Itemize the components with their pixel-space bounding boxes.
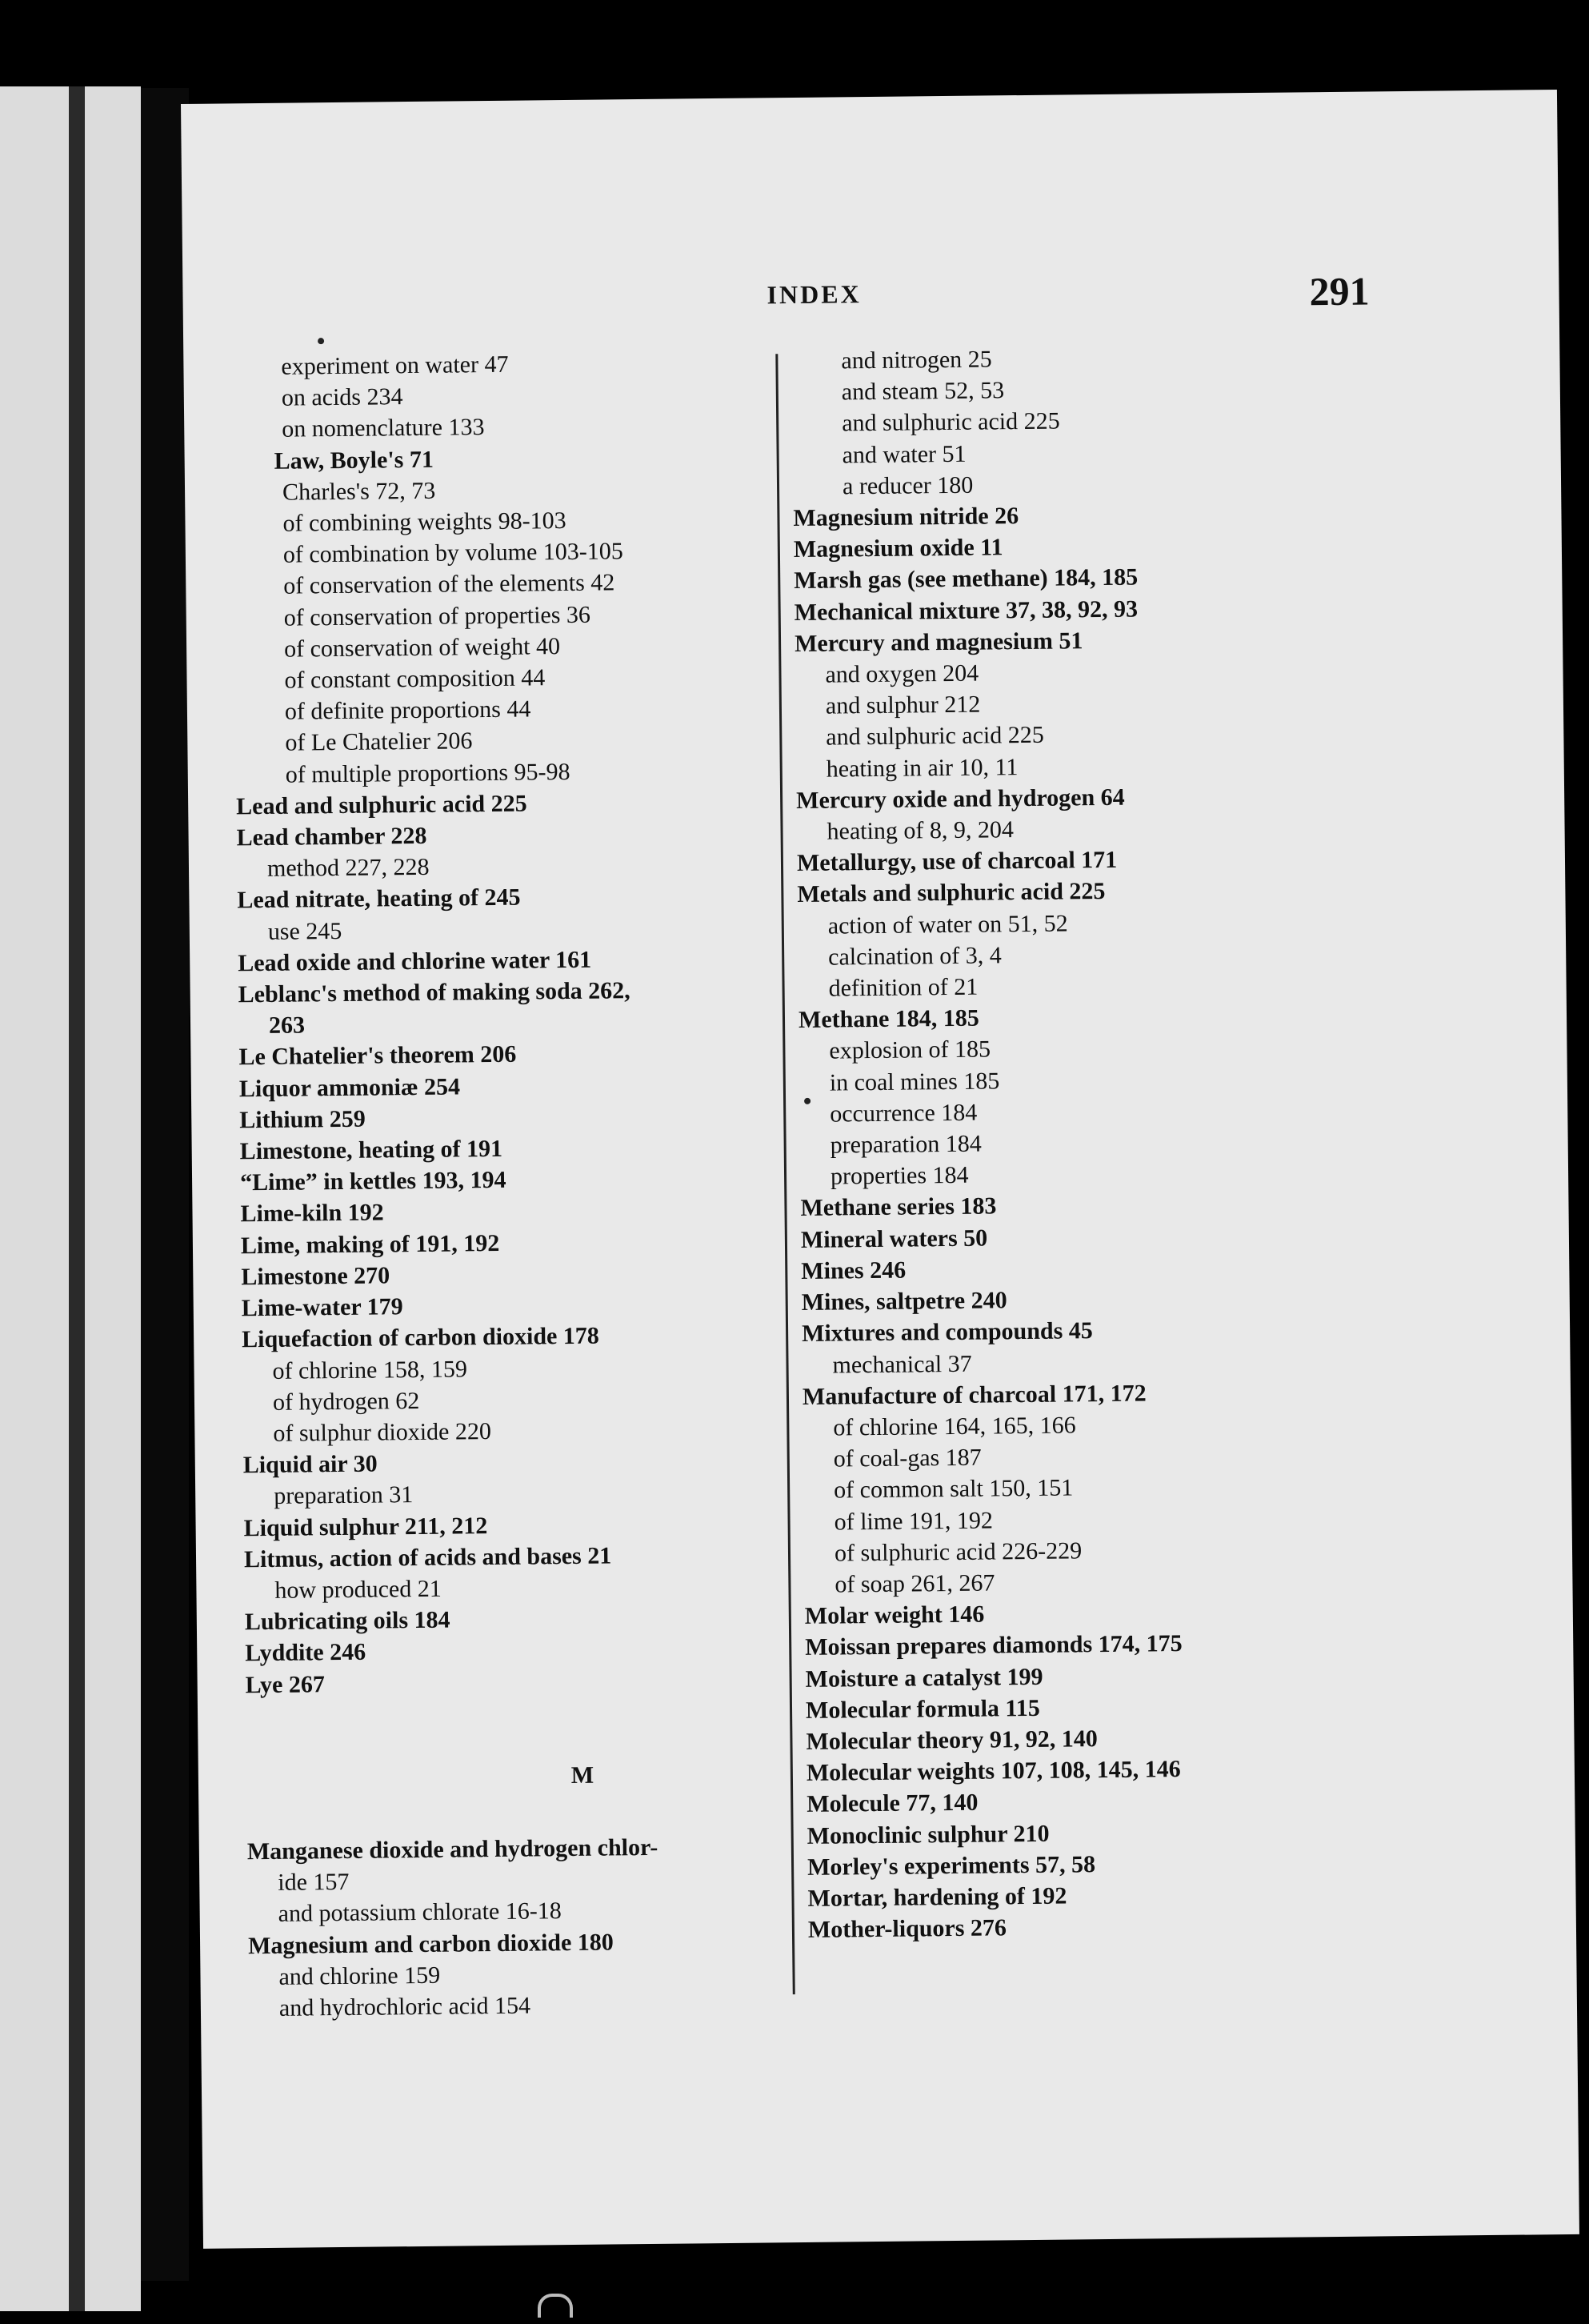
index-entry: experiment on water 47 (281, 351, 509, 380)
index-entry: use 245 (267, 917, 342, 945)
index-entry: Mixtures and compounds 45 (801, 1317, 1093, 1348)
print-speck (318, 338, 324, 344)
index-entry: Limestone, heating of 191 (239, 1135, 503, 1165)
index-entry: Mineral waters 50 (800, 1224, 988, 1253)
index-entry: heating of 8, 9, 204 (827, 816, 1015, 845)
index-entry: Lead oxide and chlorine water 161 (238, 946, 592, 977)
index-entry: Mortar, hardening of 192 (807, 1882, 1067, 1912)
book-binding (141, 88, 189, 2281)
index-entry: of lime 191, 192 (834, 1506, 994, 1536)
index-entry: explosion of 185 (829, 1036, 991, 1065)
index-entry: Molecular weights 107, 108, 145, 146 (806, 1756, 1181, 1787)
index-entry: Mechanical mixture 37, 38, 92, 93 (794, 595, 1139, 626)
index-entry: Mines 246 (801, 1256, 907, 1284)
index-entry: of conservation of properties 36 (283, 601, 591, 631)
index-entry: Molecular formula 115 (805, 1694, 1040, 1724)
index-entry: Liquid air 30 (242, 1450, 378, 1479)
facing-page-edge (0, 86, 141, 2311)
index-entry: preparation 184 (830, 1130, 982, 1159)
index-entry: preparation 31 (274, 1481, 414, 1510)
index-entry: Lime, making of 191, 192 (240, 1229, 500, 1259)
index-entry: definition of 21 (828, 973, 979, 1002)
index-entry: Manganese dioxide and hydrogen chlor- (246, 1833, 658, 1865)
index-entry: and sulphur 212 (825, 691, 981, 719)
index-entry: Liquid sulphur 211, 212 (243, 1512, 488, 1541)
index-entry: Metals and sulphuric acid 225 (797, 878, 1106, 908)
index-entry: of hydrogen 62 (272, 1387, 420, 1416)
facing-page-shadow (69, 86, 85, 2311)
index-entry: how produced 21 (274, 1575, 442, 1604)
index-entry: occurrence 184 (830, 1099, 978, 1128)
index-entry: calcination of 3, 4 (828, 942, 1002, 971)
index-entry: Leblanc's method of making soda 262, (238, 977, 630, 1008)
index-entry: action of water on 51, 52 (827, 910, 1068, 940)
index-entry: of combining weights 98-103 (282, 507, 566, 537)
index-entry: of conservation of weight 40 (283, 632, 561, 663)
index-entry: of Le Chatelier 206 (285, 727, 473, 757)
index-entry: and potassium chlorate 16-18 (278, 1897, 562, 1928)
index-entry: on nomenclature 133 (282, 414, 485, 443)
index-entry: Mercury oxide and hydrogen 64 (795, 783, 1125, 814)
index-entry: Moisture a catalyst 199 (805, 1663, 1043, 1693)
index-entry: and nitrogen 25 (841, 346, 992, 375)
page-number: 291 (1309, 268, 1370, 315)
index-entry: Lithium 259 (239, 1105, 366, 1134)
index-entry: of sulphuric acid 226-229 (834, 1537, 1083, 1567)
index-entry: and water 51 (842, 440, 967, 468)
page-header (182, 268, 1559, 327)
index-entry: of soap 261, 267 (835, 1569, 995, 1598)
index-entry: of definite proportions 44 (284, 695, 531, 725)
index-entry: Lead nitrate, heating of 245 (237, 884, 521, 914)
index-entry: Limestone 270 (241, 1262, 390, 1291)
index-entry: and steam 52, 53 (841, 377, 1005, 406)
index-entry: Law, Boyle's 71 (274, 446, 434, 475)
index-entry: Molar weight 146 (804, 1601, 985, 1630)
index-entry: Charles's 72, 73 (282, 477, 436, 506)
index-entry: of chlorine 164, 165, 166 (833, 1412, 1076, 1441)
index-entry: Magnesium and carbon dioxide 180 (247, 1929, 614, 1959)
index-entry: Lime-water 179 (241, 1293, 403, 1322)
index-column-right (791, 339, 1528, 1946)
index-entry: Le Chatelier's theorem 206 (238, 1041, 517, 1071)
index-entry: mechanical 37 (832, 1350, 972, 1379)
index-entry: and oxygen 204 (825, 659, 979, 688)
scan-artifact (538, 2294, 573, 2318)
index-list-m-continued (791, 339, 1528, 1946)
running-head: INDEX (766, 279, 862, 310)
index-entry: method 227, 228 (266, 854, 430, 883)
index-entry: a reducer 180 (842, 471, 974, 500)
index-entry: Metallurgy, use of charcoal 171 (796, 847, 1118, 877)
index-entry: Magnesium nitride 26 (793, 503, 1019, 532)
index-entry: heating in air 10, 11 (826, 753, 1019, 783)
index-entry: Liquor ammoniæ 254 (238, 1073, 461, 1102)
index-entry: and hydrochloric acid 154 (278, 1992, 531, 2021)
index-entry: Lead chamber 228 (236, 822, 427, 851)
index-entry: and sulphuric acid 225 (826, 722, 1044, 751)
index-entry: in coal mines 185 (829, 1068, 1000, 1096)
index-entry: Mother-liquors 276 (807, 1914, 1007, 1944)
index-entry: Molecule 77, 140 (807, 1789, 979, 1818)
index-entry: 263 (268, 1012, 306, 1040)
index-entry: properties 184 (830, 1162, 969, 1190)
index-entry: Mercury and magnesium 51 (794, 627, 1083, 657)
index-page (181, 90, 1579, 2249)
index-entry: Lead and sulphuric acid 225 (236, 790, 527, 820)
index-entry: and chlorine 159 (278, 1961, 441, 1990)
index-entry: Molecular theory 91, 92, 140 (806, 1725, 1099, 1755)
index-entry: of multiple proportions 95-98 (285, 758, 570, 788)
index-entry: Manufacture of charcoal 171, 172 (802, 1380, 1147, 1410)
index-entry: on acids 234 (281, 383, 403, 411)
index-entry: Lyddite 246 (245, 1639, 366, 1667)
index-entry: Liquefaction of carbon dioxide 178 (242, 1322, 600, 1353)
index-entry: Litmus, action of acids and bases 21 (243, 1542, 612, 1573)
index-entry: Lubricating oils 184 (244, 1606, 450, 1636)
index-entry: Methane 184, 185 (798, 1004, 980, 1034)
index-entry: of sulphur dioxide 220 (273, 1417, 492, 1447)
index-entry: Lye 267 (245, 1670, 326, 1698)
index-entry: of combination by volume 103-105 (282, 538, 623, 568)
index-entry: Lime-kiln 192 (240, 1199, 384, 1228)
index-entry: Monoclinic sulphur 210 (807, 1820, 1050, 1849)
index-entry: of conservation of the elements 42 (283, 569, 615, 600)
index-entry: Magnesium oxide 11 (793, 534, 1003, 563)
index-entry: and sulphuric acid 225 (842, 407, 1060, 437)
index-entry: of constant composition 44 (284, 664, 546, 694)
index-entry: ide 157 (278, 1869, 350, 1896)
index-entry: Marsh gas (see methane) 184, 185 (794, 563, 1139, 595)
index-entry: Moissan prepares diamonds 174, 175 (805, 1630, 1183, 1661)
index-entry: of chlorine 158, 159 (272, 1355, 468, 1384)
letter-heading: M (570, 1761, 594, 1789)
index-entry: of common salt 150, 151 (834, 1474, 1074, 1504)
index-entry: Mines, saltpetre 240 (801, 1287, 1007, 1316)
index-entry: Morley's experiments 57, 58 (807, 1850, 1096, 1881)
index-entry: of coal-gas 187 (833, 1444, 982, 1473)
index-entry: Methane series 183 (800, 1192, 997, 1222)
index-entry: “Lime” in kettles 193, 194 (239, 1167, 506, 1196)
